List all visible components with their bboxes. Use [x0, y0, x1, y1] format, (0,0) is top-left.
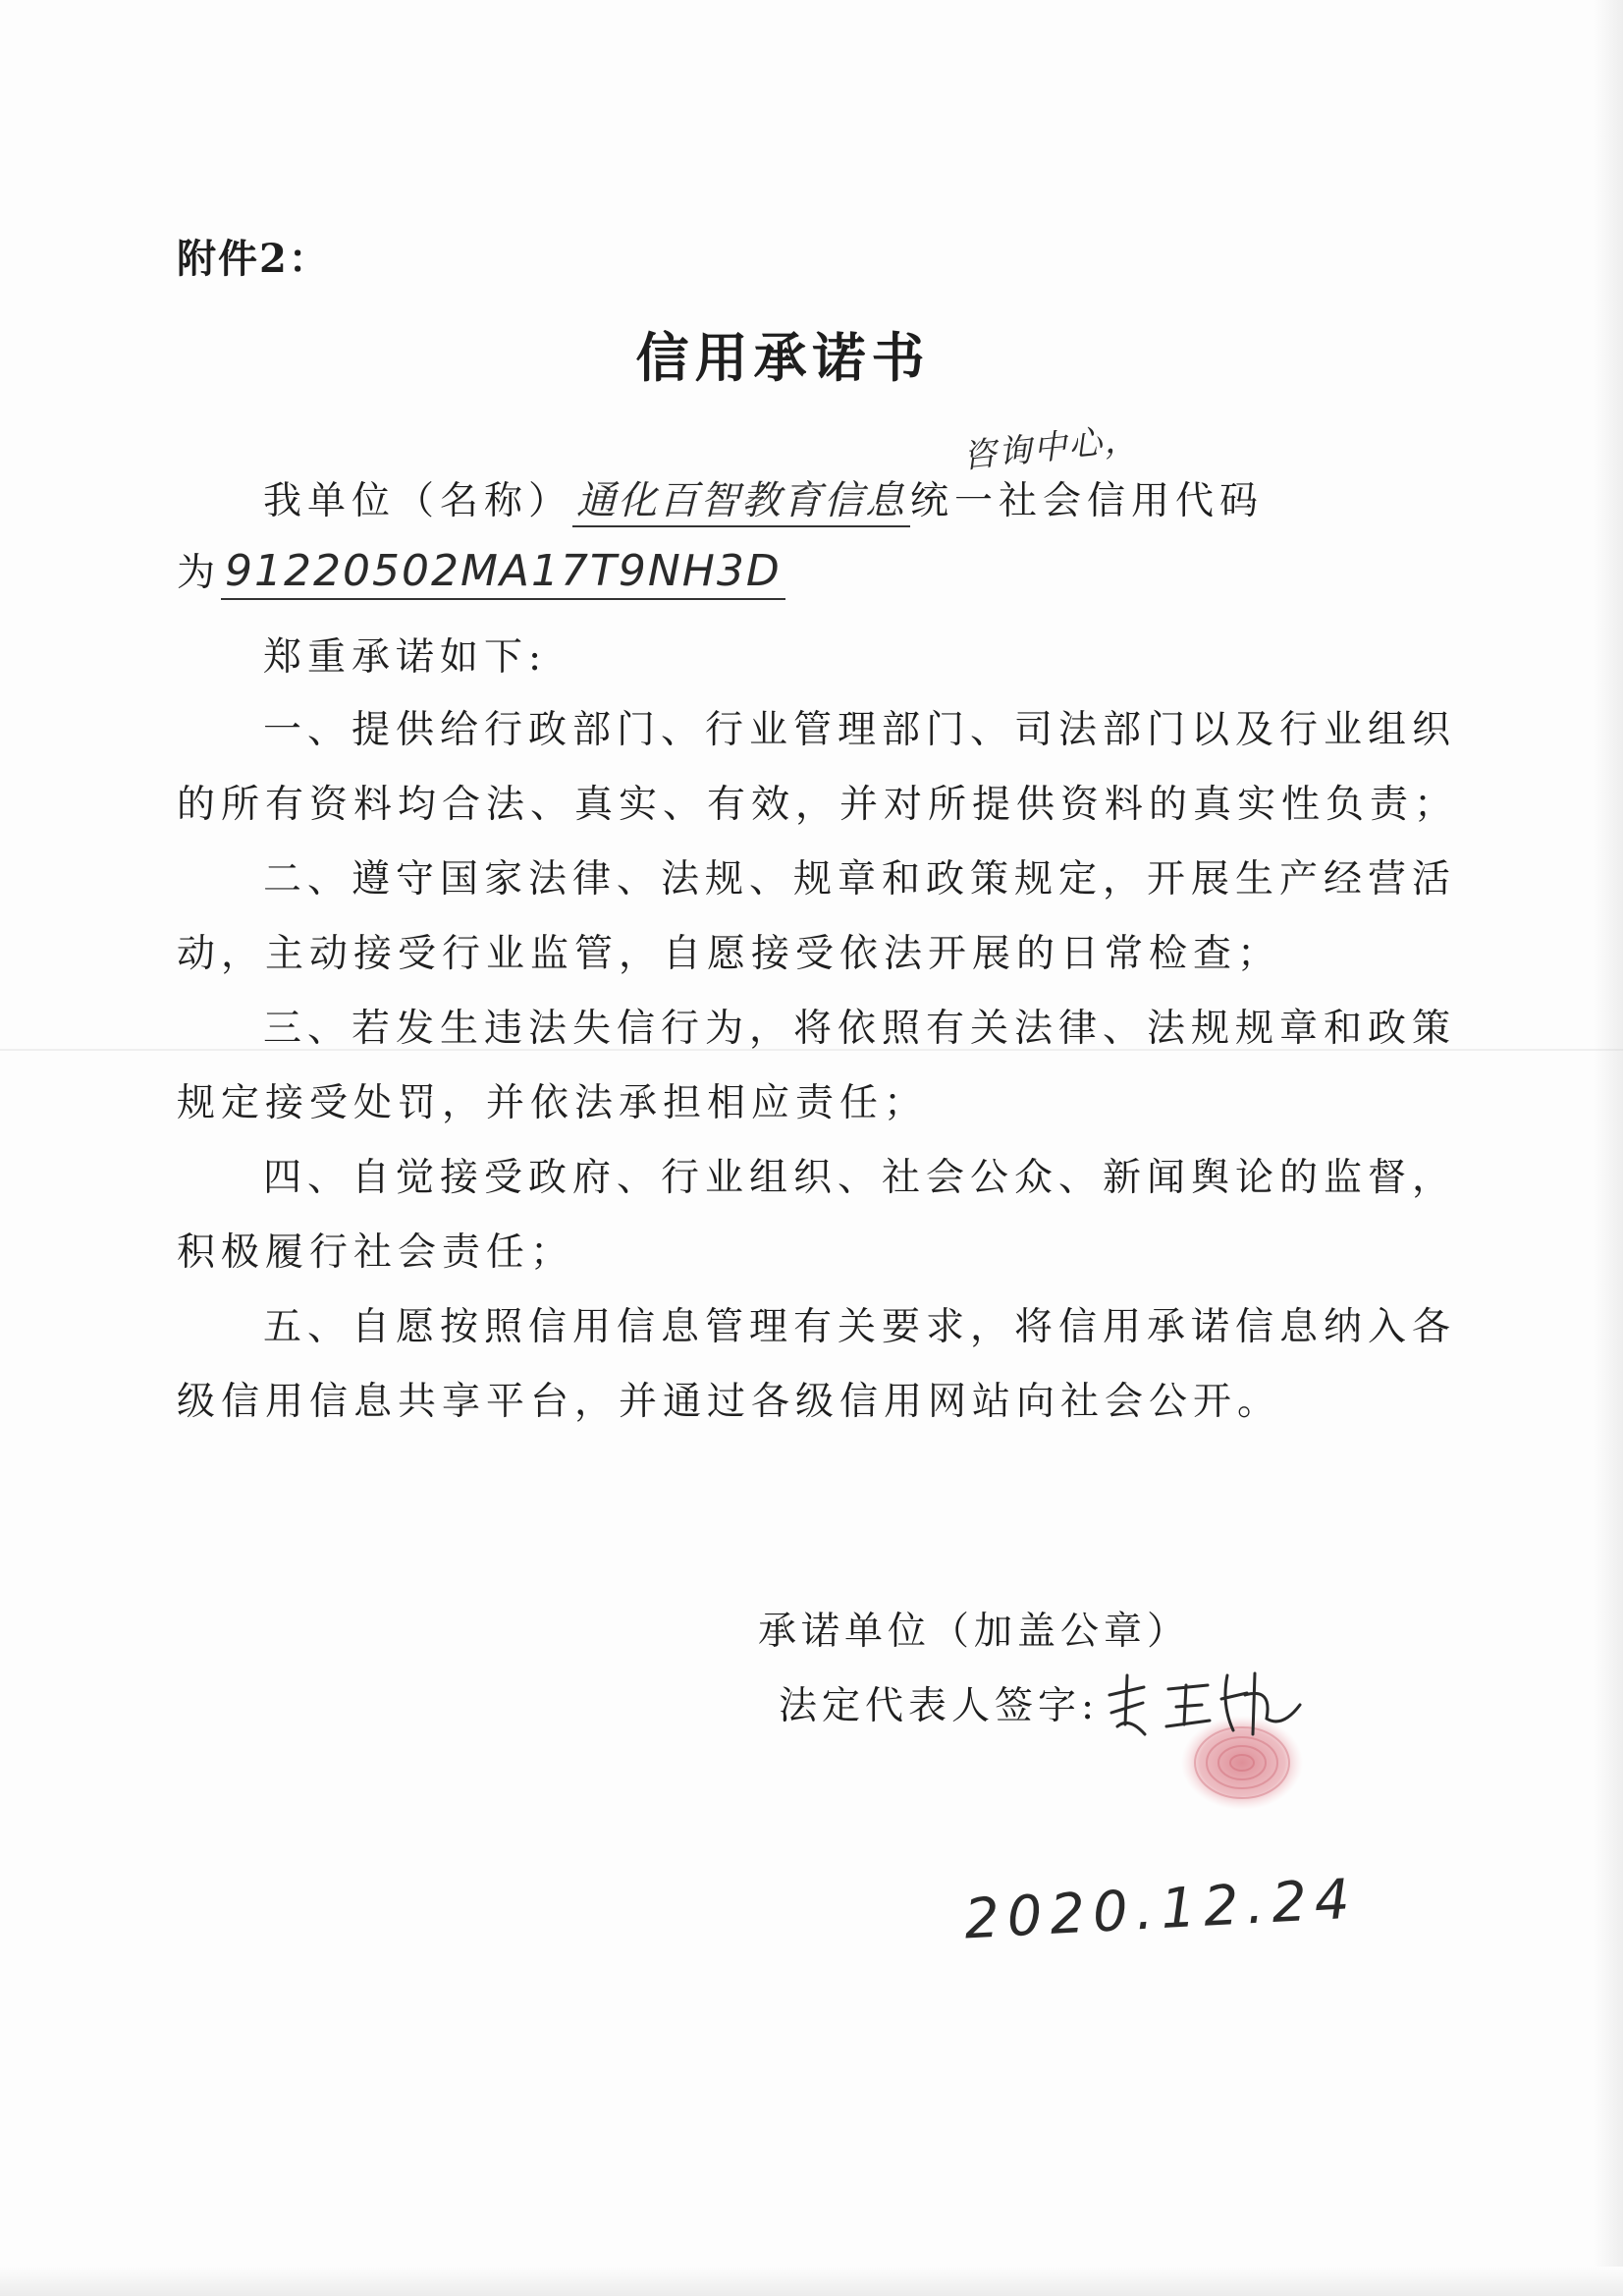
clause-3-line-1: 三、若发生违法失信行为，将依照有关法律、法规规章和政策: [263, 1007, 1457, 1051]
intro-suffix: 统一社会信用代码: [910, 479, 1265, 523]
credit-code-line: [177, 542, 785, 597]
handwritten-date: 2020.12.24: [962, 1867, 1360, 1952]
clause-1-line-2: 的所有资料均合法、真实、有效，并对所提供资料的真实性负责；: [177, 783, 1459, 827]
attachment-label: 附件2：: [177, 236, 330, 282]
legal-rep-label: 法定代表人签字:: [779, 1684, 1100, 1728]
intro-prefix: 我单位（名称）: [263, 479, 573, 523]
unit-name-handwritten: 通化百智教育信息: [572, 478, 910, 527]
scan-edge-right: [1594, 0, 1623, 2296]
clause-5-line-1: 五、自愿按照信用信息管理有关要求，将信用承诺信息纳入各: [263, 1305, 1457, 1349]
signing-unit-label: 承诺单位（加盖公章）: [758, 1610, 1191, 1654]
document-title: 信用承诺书: [635, 326, 931, 389]
clause-4-line-2: 积极履行社会责任；: [177, 1230, 575, 1275]
legal-rep-signature: [1100, 1666, 1316, 1744]
clause-2-line-1: 二、遵守国家法律、法规、规章和政策规定，开展生产经营活: [263, 857, 1457, 902]
clause-4-line-1: 四、自觉接受政府、行业组织、社会公众、新闻舆论的监督，: [263, 1156, 1457, 1200]
unit-name-handwritten-above: 咨询中心，: [960, 418, 1141, 477]
intro-line: [263, 469, 1264, 525]
clause-5-line-2: 级信用信息共享平台，并通过各级信用网站向社会公开。: [177, 1380, 1282, 1424]
clause-3-line-2: 规定接受处罚，并依法承担相应责任；: [177, 1081, 929, 1125]
credit-code-handwritten: 91220502MA17T9NH3D: [221, 546, 785, 600]
scan-edge-bottom: [0, 2267, 1623, 2296]
clause-1-line-1: 一、提供给行政部门、行业管理部门、司法部门以及行业组织: [263, 708, 1457, 752]
clause-2-line-2: 动，主动接受行业监管，自愿接受依法开展的日常检查；: [177, 932, 1282, 976]
code-prefix: 为: [177, 551, 222, 595]
pledge-heading: 郑重承诺如下:: [263, 635, 548, 680]
